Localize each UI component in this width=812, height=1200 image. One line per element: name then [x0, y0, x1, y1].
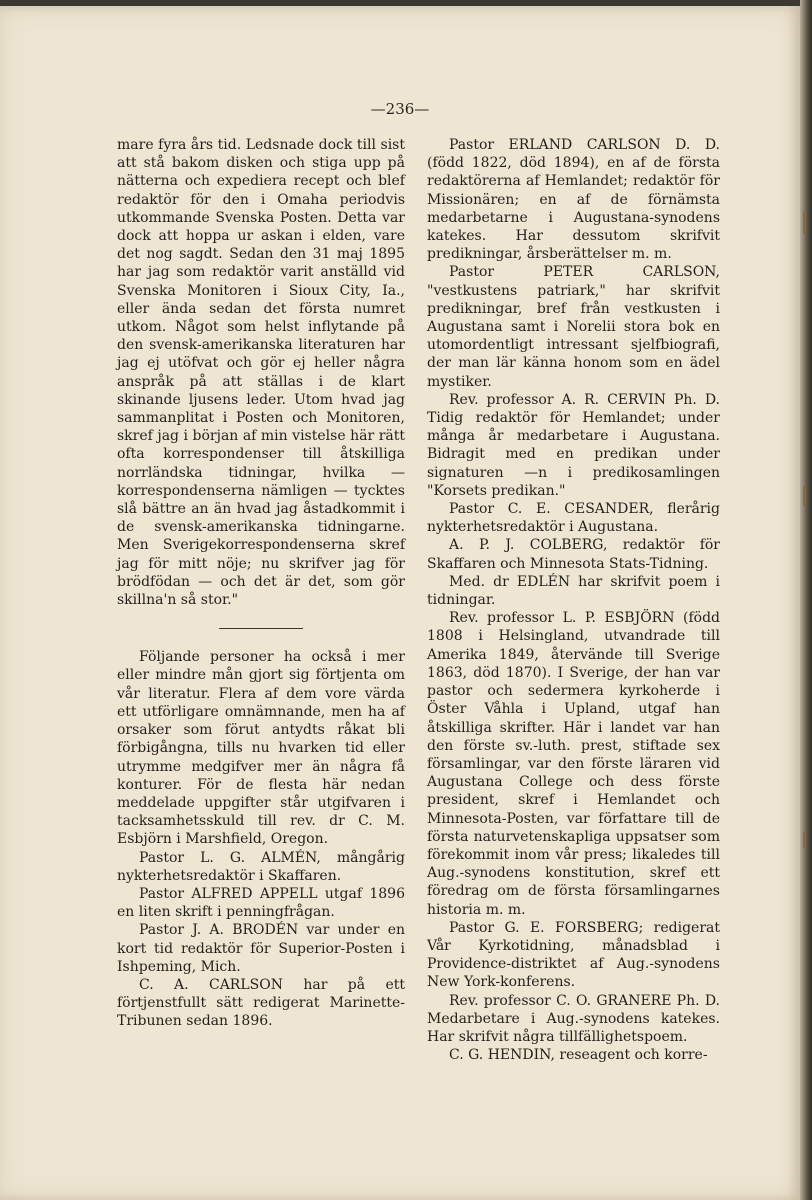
entry-broden: Pastor J. A. BRODÉN var under en kort tid redaktör för Superior-Posten i Ishpeming, Mich.: [117, 922, 405, 975]
margin-mark: [803, 212, 806, 234]
paragraph: Följande personer ha också i mer eller mindre mån gjort sig förtjenta om vår literatur. Flera af dem vore värda ett utförligare omnämnande, men ha af orsaker som förut antydts råkat bli förbigångna, tills nu hvarken tid eller utrymme medgifver mer än några få konturer. För de flesta här nedan meddelade uppgifter står utgifvaren i tacksamhetsskuld till rev. dr C. M. Esbjörn i Marshfield, Oregon.: [117, 649, 405, 848]
entry-esbjorn: Rev. professor L. P. ESBJÖRN (född 1808 i Helsingland, utvandrade till Amerika 1849, återvände till Sverige 1863, död 1870). I Sverige, der han var pastor och sedermera kyrkoherde i Öster Våhla i Upland, utgaf han åtskilliga skrifter. Här i landet var han den förste sv.-luth. prest, stiftade sex församlingar, var den förste läraren vid Augustana College och dess förste president, skref i Hemlandet och Minnesota-Posten, var författare till de första naturvetenskapliga uppsatser som förekommit inom vår press; likaledes till Aug.-synodens konstitution, skref ett föredrag om de första församlingarnes historia m. m.: [427, 610, 720, 918]
page-edge-shadow: [800, 0, 812, 1200]
entry-cervin: Rev. professor A. R. CERVIN Ph. D. Tidig redaktör för Hemlandet; under många år medarbetare i Augustana. Bidragit med en predikan under signaturen —n i predikosamlingen "Korsets predikan.": [427, 391, 720, 499]
entry-granere: Rev. professor C. O. GRANERE Ph. D. Medarbetare i Aug.-synodens katekes. Har skrifvit några tillfällighetspoem.: [427, 992, 720, 1045]
paragraph: mare fyra års tid. Ledsnade dock till sist att stå bakom disken och stiga upp på nätterna och expediera recept och blef redaktör för den i Omaha periodvis utkommande Svenska Posten. Detta var dock att hoppa ur askan i elden, vare det nog sagdt. Sedan den 31 maj 1895 har jag som redaktör varit anställd vid Svenska Monitoren i Sioux City, Ia., eller ända sedan det första numret utkom. Något som helst inflytande på den svensk-amerikanska literaturen har jag ej utöfvat och gör ej heller några anspråk på att ställas i de klart skinande ljusens leder. Utom hvad jag sammanplitat i Posten och Monitoren, skref jag i början af min vistelse här rätt ofta korrespondenser till åtskilliga norrländska tidningar, hvilka — korrespondenserna nämligen — tycktes slå bättre an än hvad jag åstadkommit i de svensk-amerikanska tidningarne. Men Sverigekorrespondenserna skref jag för mitt nöje; nu skrifver jag för brödfödan — och det är det, som gör skillna'n så stor.": [117, 137, 405, 609]
book-page: [0, 6, 800, 1200]
entry-almen: Pastor L. G. ALMÉN, mångårig nykterhetsredaktör i Skaffaren.: [117, 849, 405, 884]
entry-erland-carlson: Pastor ERLAND CARLSON D. D. (född 1822, död 1894), en af de första redaktörerna af Hemlandet; redaktör för Missionären; en af de förnämsta medarbetarne i Augustana-synodens katekes. Har dessutom skrifvit predikningar, årsberättelser m. m.: [427, 137, 720, 263]
margin-mark: [803, 486, 806, 506]
entry-edlen: Med. dr EDLÉN har skrifvit poem i tidningar.: [427, 573, 720, 609]
entry-colberg: A. P. J. COLBERG, redaktör för Skaffaren och Minnesota Stats-Tidning.: [427, 537, 720, 572]
entry-appell: Pastor ALFRED APPELL utgaf 1896 en liten skrift i penningfrågan.: [117, 885, 405, 921]
page-number: —236—: [370, 100, 430, 118]
section-divider: [219, 628, 303, 629]
margin-mark: [803, 832, 806, 848]
entry-forsberg: Pastor G. E. FORSBERG; redigerat Vår Kyrkotidning, månadsblad i Providence-distriktet af Aug.-synodens New York-konferens.: [427, 919, 720, 991]
entry-carlson-ca: C. A. CARLSON har på ett förtjenstfullt sätt redigerat Marinette-Tribunen sedan 1896.: [117, 976, 405, 1030]
entry-peter-carlson: Pastor PETER CARLSON, "vestkustens patriark," har skrifvit predikningar, bref från vestkusten i Augustana samt i Norelii stora bok en utomordentligt intressant sjelfbiografi, der man lär känna honom som en ädel mystiker.: [427, 264, 720, 390]
entry-hendin: C. G. HENDIN, reseagent och korre-: [449, 1047, 708, 1064]
left-column: [117, 136, 405, 1031]
right-column: [427, 136, 720, 1064]
entry-cesander: Pastor C. E. CESANDER, flerårig nykterhetsredaktör i Augustana.: [427, 501, 720, 536]
